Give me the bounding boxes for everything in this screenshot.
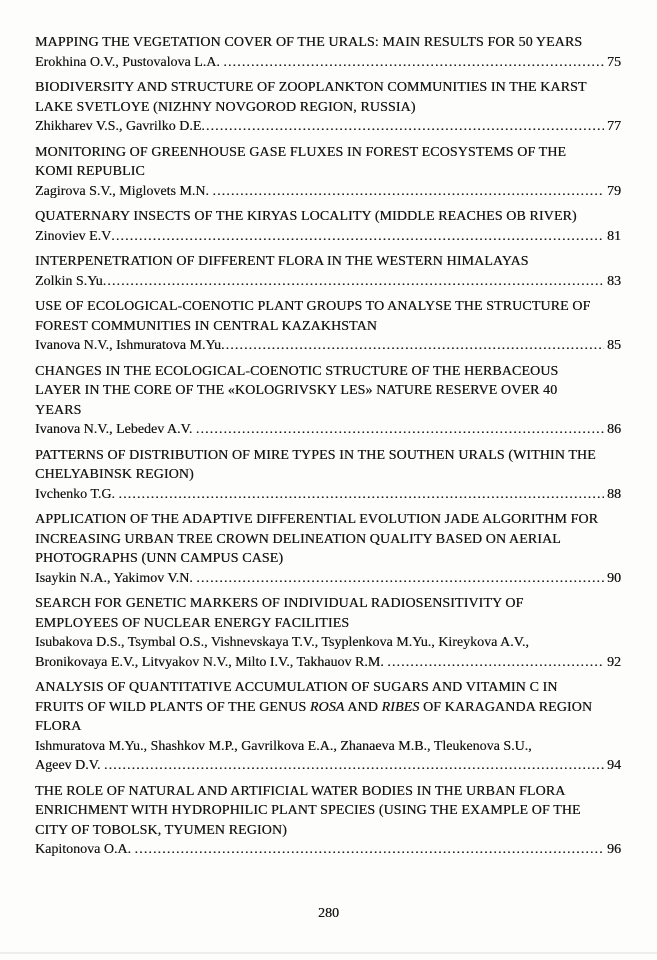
- entry-title-text: AND: [344, 699, 382, 715]
- entry-title-text: FOREST COMMUNITIES IN CENTRAL KAZAKHSTAN: [35, 318, 377, 334]
- dot-leader: [196, 420, 604, 440]
- entry-title-text: MAPPING THE VEGETATION COVER OF THE URALS: MAIN RESULTS FOR 50 YEARS: [35, 35, 583, 50]
- toc-entry: [35, 446, 621, 505]
- entry-page-number: 96: [607, 842, 621, 857]
- entry-title-line: [35, 530, 621, 550]
- entry-authors-line: [35, 840, 621, 860]
- entry-authors: Isaykin N.A., Yakimov V.N.: [35, 570, 197, 586]
- entry-page-number: 90: [607, 570, 621, 586]
- entry-title-line: [35, 162, 621, 182]
- entry-title-genus-italic: ROSA: [309, 699, 345, 715]
- entry-page-number: 88: [607, 486, 621, 502]
- entry-title-text: KOMI REPUBLIC: [35, 164, 145, 179]
- entry-title-text: EMPLOYEES OF NUCLEAR ENERGY FACILITIES: [35, 615, 350, 631]
- dot-leader: [212, 182, 604, 202]
- entry-page-number: 81: [607, 228, 621, 244]
- entry-authors-line: [35, 272, 621, 292]
- entry-authors: Ivchenko T.G.: [35, 486, 119, 502]
- dot-leader: [201, 117, 604, 137]
- entry-title-text: PATTERNS OF DISTRIBUTION OF MIRE TYPES IN THE SOUTHEN URALS (WITHIN THE: [35, 447, 596, 463]
- toc-entry: [35, 362, 621, 440]
- entry-page-number: 94: [607, 758, 621, 773]
- entry-authors: Zinoviev E.V: [35, 228, 112, 244]
- entry-title-line: [35, 297, 621, 317]
- entry-authors-line: [35, 569, 621, 589]
- entry-title-line: [35, 381, 621, 401]
- entry-authors: Zolkin S.Yu: [35, 273, 103, 289]
- toc-entry: [35, 510, 621, 588]
- entry-title-text: OF KARAGANDA REGION: [419, 699, 593, 715]
- entry-page-number: 77: [607, 119, 621, 134]
- entry-title-text: MONITORING OF GREENHOUSE GASE FLUXES IN FOREST ECOSYSTEMS OF THE: [35, 144, 567, 160]
- entry-title-line: [35, 801, 621, 821]
- entry-title-text: ENRICHMENT WITH HYDROPHILIC PLANT SPECIES (USING THE EXAMPLE OF THE: [35, 803, 581, 818]
- toc-entry: [35, 78, 621, 137]
- entry-title-line: [35, 78, 621, 98]
- entry-authors-line: [35, 227, 621, 247]
- entry-title-text: LAKE SVETLOYE (NIZHNY NOVGOROD REGION, RUSSIA): [35, 99, 416, 115]
- dot-leader: [111, 227, 604, 247]
- entry-title-genus-italic: RIBES: [381, 699, 420, 715]
- entry-authors: Zhikharev V.S., Gavrilko D.E: [35, 119, 202, 134]
- entry-authors: Ageev D.V.: [35, 758, 104, 773]
- entry-title-text: CITY OF TOBOLSK, TYUMEN REGION): [35, 822, 287, 838]
- entry-authors: Isubakova D.S., Tsymbal O.S., Vishnevskaya T.V., Tsyplenkova M.Yu., Kireykova A.V.,: [35, 635, 529, 650]
- entry-title-line: [35, 614, 621, 634]
- entry-title-text: YEARS: [35, 402, 82, 418]
- toc-entry: [35, 252, 621, 291]
- entry-title-text: APPLICATION OF THE ADAPTIVE DIFFERENTIAL EVOLUTION JADE ALGORITHM FOR: [35, 512, 599, 527]
- entry-page-number: 83: [607, 273, 621, 289]
- entry-title-line: [35, 510, 621, 530]
- entry-page-number: 86: [607, 422, 621, 437]
- toc-entry: [35, 678, 621, 776]
- entry-title-line: [35, 782, 621, 802]
- entry-authors-line: [35, 485, 621, 505]
- entry-page-number: 92: [607, 654, 621, 670]
- entry-authors: Kapitonova O.A.: [35, 842, 135, 857]
- entry-title-text: PHOTOGRAPHS (UNN CAMPUS CASE): [35, 551, 284, 566]
- entry-title-text: THE ROLE OF NATURAL AND ARTIFICIAL WATER BODIES IN THE URBAN FLORA: [35, 783, 566, 799]
- toc-entry: [35, 297, 621, 356]
- entry-page-number: 79: [607, 183, 621, 199]
- entry-authors-line: [35, 756, 621, 776]
- entry-title-line: [35, 362, 621, 382]
- dot-leader: [223, 53, 604, 73]
- entry-authors-line: [35, 653, 621, 673]
- entry-title-line: [35, 821, 621, 841]
- entry-title-line: [35, 98, 621, 118]
- dot-leader: [196, 569, 604, 589]
- entry-title-text: SEARCH FOR GENETIC MARKERS OF INDIVIDUAL RADIOSENSITIVITY OF: [35, 596, 524, 611]
- entry-page-number: 75: [607, 54, 621, 70]
- toc-entry: [35, 782, 621, 860]
- entry-title-text: FRUITS OF WILD PLANTS OF THE GENUS: [35, 699, 310, 715]
- entry-title-text: INCREASING URBAN TREE CROWN DELINEATION QUALITY BASED ON AERIAL: [35, 531, 561, 547]
- entry-title-text: LAYER IN THE CORE OF THE «KOLOGRIVSKY LES» NATURE RESERVE OVER 40: [35, 383, 558, 398]
- entry-title-text: CHANGES IN THE ECOLOGICAL-COENOTIC STRUCTURE OF THE HERBACEOUS: [35, 363, 559, 379]
- dot-leader: [103, 272, 604, 292]
- dot-leader: [135, 840, 604, 860]
- entry-title-line: [35, 465, 621, 485]
- entry-title-line: [35, 207, 621, 227]
- entry-page-number: 85: [607, 338, 621, 353]
- entry-title-text: BIODIVERSITY AND STRUCTURE OF ZOOPLANKTON COMMUNITIES IN THE KARST: [35, 80, 587, 95]
- entry-authors: Bronikovaya E.V., Litvyakov N.V., Milto I.V., Takhauov R.M.: [35, 654, 388, 670]
- entry-authors-line: [35, 420, 621, 440]
- scan-artifact-line: [0, 952, 657, 954]
- entry-authors-line: [35, 737, 621, 757]
- entry-authors-line: [35, 336, 621, 356]
- entry-title-text: INTERPENETRATION OF DIFFERENT FLORA IN THE WESTERN HIMALAYAS: [35, 254, 529, 269]
- entry-title-line: [35, 446, 621, 466]
- dot-leader: [387, 653, 604, 673]
- entry-authors: Zagirova S.V., Miglovets M.N.: [35, 183, 213, 199]
- entry-title-line: [35, 698, 621, 718]
- entry-title-line: [35, 401, 621, 421]
- entry-title-line: [35, 549, 621, 569]
- entry-title-line: [35, 594, 621, 614]
- entry-title-text: QUATERNARY INSECTS OF THE KIRYAS LOCALITY (MIDDLE REACHES OB RIVER): [35, 209, 577, 224]
- entry-title-line: [35, 33, 621, 53]
- entry-title-line: [35, 717, 621, 737]
- entry-title-line: [35, 317, 621, 337]
- entry-authors-line: [35, 182, 621, 202]
- dot-leader: [221, 336, 604, 356]
- entry-authors: Ishmuratova M.Yu., Shashkov M.P., Gavrilkova E.A., Zhanaeva M.B., Tleukenova S.U.,: [35, 738, 532, 754]
- entry-title-text: USE OF ECOLOGICAL-COENOTIC PLANT GROUPS TO ANALYSE THE STRUCTURE OF: [35, 299, 591, 314]
- toc-entry: [35, 33, 621, 72]
- entry-authors-line: [35, 633, 621, 653]
- toc-list: [35, 33, 621, 860]
- entry-title-text: FLORA: [35, 719, 82, 734]
- entry-title-text: ANALYSIS OF QUANTITATIVE ACCUMULATION OF SUGARS AND VITAMIN C IN: [35, 680, 558, 695]
- entry-title-line: [35, 678, 621, 698]
- entry-authors: Erokhina O.V., Pustovalova L.A.: [35, 54, 224, 70]
- entry-authors: Ivanova N.V., Lebedev A.V.: [35, 422, 196, 437]
- entry-authors-line: [35, 117, 621, 137]
- entry-title-text: CHELYABINSK REGION): [35, 467, 194, 482]
- entry-authors-line: [35, 53, 621, 73]
- entry-title-line: [35, 143, 621, 163]
- toc-entry: [35, 207, 621, 246]
- toc-page: [35, 33, 621, 866]
- toc-entry: [35, 594, 621, 672]
- toc-entry: [35, 143, 621, 202]
- dot-leader: [104, 756, 604, 776]
- entry-authors: Ivanova N.V., Ishmuratova M.Yu: [35, 338, 221, 353]
- folio-page-number: 280: [318, 906, 339, 921]
- entry-title-line: [35, 252, 621, 272]
- dot-leader: [118, 485, 604, 505]
